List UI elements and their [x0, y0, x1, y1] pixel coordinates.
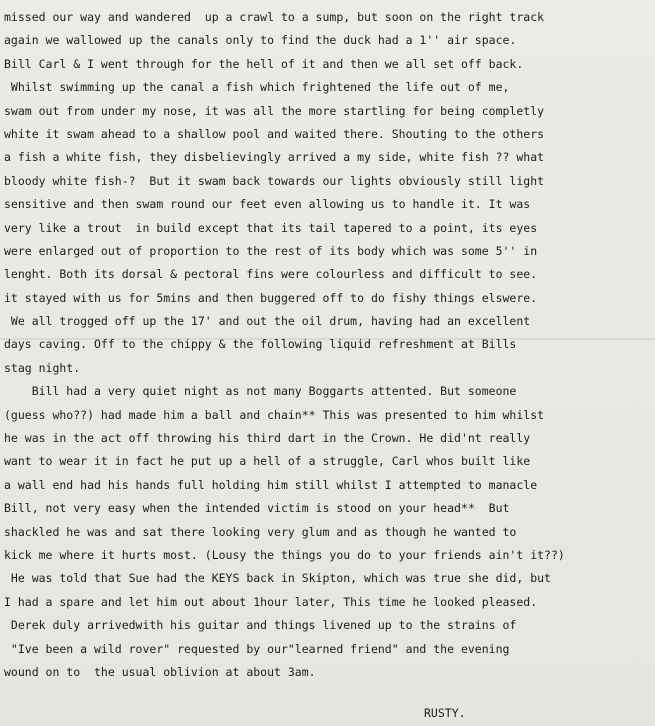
typed-text-body [4, 6, 652, 684]
text-line: again we wallowed up the canals only to find the duck had a 1'' air space. [4, 33, 517, 48]
text-line: it stayed with us for 5mins and then buggered off to do fishy things elswere. [4, 290, 538, 305]
text-line: swam out from under my nose, it was all the more startling for being completly [4, 103, 545, 118]
text-line: missed our way and wandered up a crawl to a sump, but soon on the right track [4, 10, 545, 24]
text-line: a fish a white fish, they disbelievingly arrived a my side, white fish ?? what [4, 150, 545, 165]
text-line: I had a spare and let him out about 1hour later, This time he looked pleased. [4, 594, 538, 609]
text-line: stag night. [4, 360, 81, 375]
text-line: We all trogged off up the 17' and out the oil drum, having had an excellent [4, 314, 531, 329]
text-line: wound on to the usual oblivion at about 3am. [4, 664, 316, 679]
text-line: sensitive and then swam round our feet even allowing us to handle it. It was [4, 197, 531, 212]
text-line: Bill Carl & I went through for the hell of it and then we all set off back. [4, 56, 524, 71]
signature: RUSTY. [424, 706, 466, 720]
text-line: Derek duly arrivedwith his guitar and things livened up to the strains of [4, 618, 517, 633]
text-line: "Ive been a wild rover" requested by our"learned friend" and the evening [4, 641, 510, 656]
text-line: were enlarged out of proportion to the rest of its body which was some 5'' in [4, 243, 538, 258]
text-line: want to wear it in fact he put up a hell of a struggle, Carl whos built like [4, 454, 531, 469]
text-line: kick me where it hurts most. (Lousy the things you do to your friends ain't it??) [4, 547, 565, 562]
text-line: He was told that Sue had the KEYS back in Skipton, which was true she did, but [4, 571, 551, 586]
text-line: lenght. Both its dorsal & pectoral fins were colourless and difficult to see. [4, 267, 538, 282]
text-line: very like a trout in build except that its tail tapered to a point, its eyes [4, 220, 538, 235]
text-line: he was in the act off throwing his third dart in the Crown. He did'nt really [4, 431, 531, 446]
text-line: Whilst swimming up the canal a fish which frightened the life out of me, [4, 80, 510, 95]
text-line: bloody white fish-? But it swam back towards our lights obviously still light [4, 173, 545, 188]
text-line: days caving. Off to the chippy & the following liquid refreshment at Bills [4, 337, 517, 352]
text-line: white it swam ahead to a shallow pool and waited there. Shouting to the others [4, 126, 545, 141]
text-line: (guess who??) had made him a ball and chain** This was presented to him whilst [4, 407, 545, 422]
text-line: a wall end had his hands full holding him still whilst I attempted to manacle [4, 477, 538, 492]
text-line: Bill, not very easy when the intended victim is stood on your head** But [4, 501, 510, 516]
text-line: shackled he was and sat there looking very glum and as though he wanted to [4, 524, 517, 539]
text-line: Bill had a very quiet night as not many Boggarts attented. But someone [4, 384, 517, 399]
